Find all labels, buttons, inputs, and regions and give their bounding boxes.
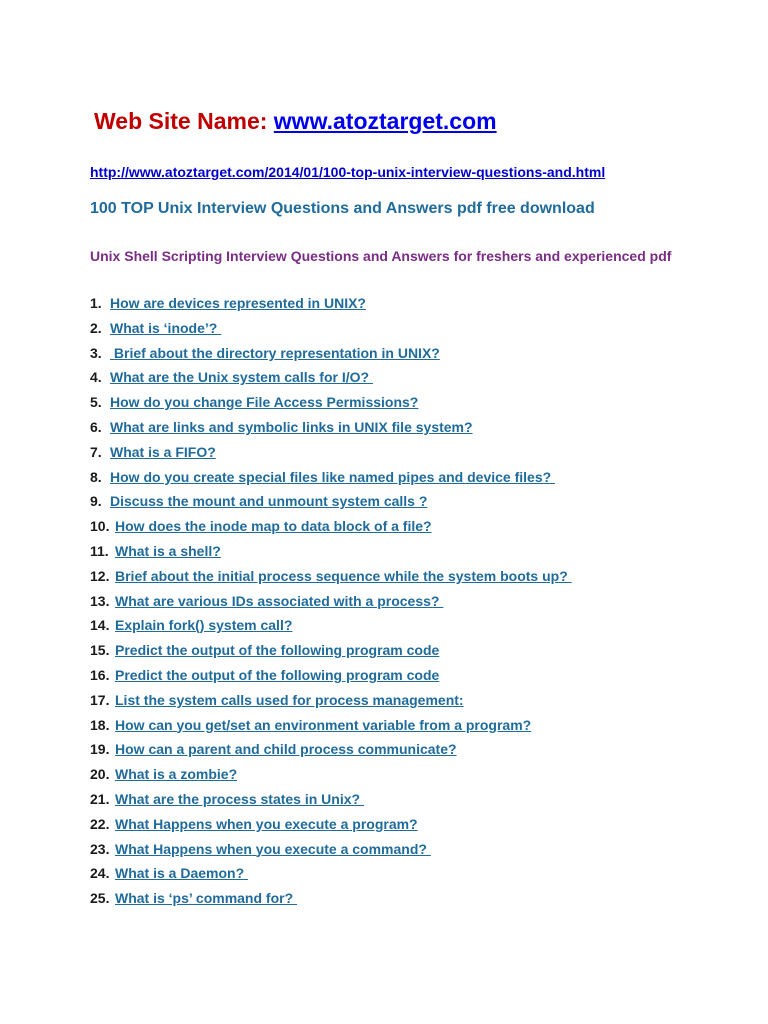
- question-list: [90, 291, 572, 911]
- question-item: [90, 415, 572, 440]
- question-link[interactable]: Brief about the directory representation in UNIX?: [110, 344, 440, 361]
- question-item: [90, 514, 572, 539]
- question-link[interactable]: What Happens when you execute a program?: [115, 815, 418, 832]
- question-item: [90, 589, 572, 614]
- question-number: 19.: [90, 741, 110, 758]
- site-name-link[interactable]: www.atoztarget.com: [273, 108, 497, 134]
- question-number: 22.: [90, 815, 110, 832]
- question-number: 24.: [90, 865, 110, 882]
- question-item: [90, 465, 572, 490]
- question-number: 12.: [90, 567, 110, 584]
- question-link[interactable]: Brief about the initial process sequence while the system boots up?: [115, 567, 572, 584]
- question-link[interactable]: What are the process states in Unix?: [115, 790, 364, 807]
- question-item: [90, 638, 572, 663]
- question-number: 18.: [90, 716, 110, 733]
- question-number: 4.: [90, 369, 102, 386]
- question-item: [90, 812, 572, 837]
- question-number: 16.: [90, 666, 110, 683]
- question-link[interactable]: Predict the output of the following program code: [115, 642, 440, 659]
- document-subtitle: Unix Shell Scripting Interview Questions and Answers for freshers and experienced pdf: [90, 248, 672, 264]
- question-link[interactable]: What is a Daemon?: [115, 865, 249, 882]
- question-link[interactable]: What are links and symbolic links in UNIX file system?: [110, 418, 473, 435]
- question-item: [90, 365, 572, 390]
- question-number: 20.: [90, 766, 110, 783]
- question-item: [90, 762, 572, 787]
- question-number: 11.: [90, 542, 109, 559]
- question-number: 9.: [90, 493, 102, 510]
- question-number: 2.: [90, 319, 102, 336]
- question-item: [90, 539, 572, 564]
- question-link[interactable]: What is a zombie?: [115, 766, 238, 783]
- question-item: [90, 390, 572, 415]
- question-item: [90, 316, 572, 341]
- question-link[interactable]: Explain fork() system call?: [115, 617, 293, 634]
- article-url-link[interactable]: http://www.atoztarget.com/2014/01/100-top-unix-interview-questions-and.html: [90, 164, 606, 180]
- question-link[interactable]: What is ‘inode’?: [110, 319, 222, 336]
- question-link[interactable]: List the system calls used for process management:: [115, 691, 464, 708]
- question-item: [90, 886, 572, 911]
- question-number: 15.: [90, 642, 110, 659]
- question-item: [90, 861, 572, 886]
- site-name-label: Web Site Name:: [94, 108, 274, 134]
- question-number: 7.: [90, 443, 102, 460]
- question-link[interactable]: How does the inode map to data block of a file?: [115, 518, 432, 535]
- question-link[interactable]: How can you get/set an environment variable from a program?: [115, 716, 532, 733]
- question-item: [90, 489, 572, 514]
- question-number: 1.: [90, 295, 102, 311]
- question-link[interactable]: How do you create special files like named pipes and device files?: [110, 468, 556, 485]
- question-number: 17.: [90, 691, 110, 708]
- question-number: 10.: [90, 518, 110, 535]
- question-link[interactable]: What is ‘ps’ command for?: [115, 890, 298, 907]
- question-link[interactable]: What is a shell?: [115, 542, 221, 559]
- question-item: [90, 440, 572, 465]
- question-number: 23.: [90, 840, 110, 857]
- question-link[interactable]: How are devices represented in UNIX?: [110, 295, 366, 311]
- question-item: [90, 787, 572, 812]
- question-item: [90, 291, 572, 316]
- question-number: 8.: [90, 468, 102, 485]
- question-link[interactable]: What Happens when you execute a command?: [115, 840, 431, 857]
- question-link[interactable]: Discuss the mount and unmount system calls ?: [110, 493, 428, 510]
- question-link[interactable]: What are the Unix system calls for I/O?: [110, 369, 373, 386]
- question-link[interactable]: Predict the output of the following program code: [115, 666, 440, 683]
- question-item: [90, 613, 572, 638]
- site-name-line: [94, 108, 497, 135]
- question-number: 14.: [90, 617, 110, 634]
- question-item: [90, 564, 572, 589]
- question-item: [90, 341, 572, 366]
- question-link[interactable]: How do you change File Access Permissions?: [110, 394, 419, 411]
- question-item: [90, 737, 572, 762]
- question-number: 25.: [90, 890, 110, 907]
- question-item: [90, 663, 572, 688]
- question-item: [90, 837, 572, 862]
- question-link[interactable]: What is a FIFO?: [110, 443, 216, 460]
- question-number: 21.: [90, 790, 110, 807]
- question-number: 3.: [90, 344, 102, 361]
- question-item: [90, 713, 572, 738]
- document-title: 100 TOP Unix Interview Questions and Answers pdf free download: [90, 200, 595, 217]
- question-link[interactable]: What are various IDs associated with a process?: [115, 592, 444, 609]
- question-item: [90, 688, 572, 713]
- question-number: 13.: [90, 592, 110, 609]
- question-link[interactable]: How can a parent and child process communicate?: [115, 741, 457, 758]
- question-number: 5.: [90, 394, 102, 411]
- question-number: 6.: [90, 418, 102, 435]
